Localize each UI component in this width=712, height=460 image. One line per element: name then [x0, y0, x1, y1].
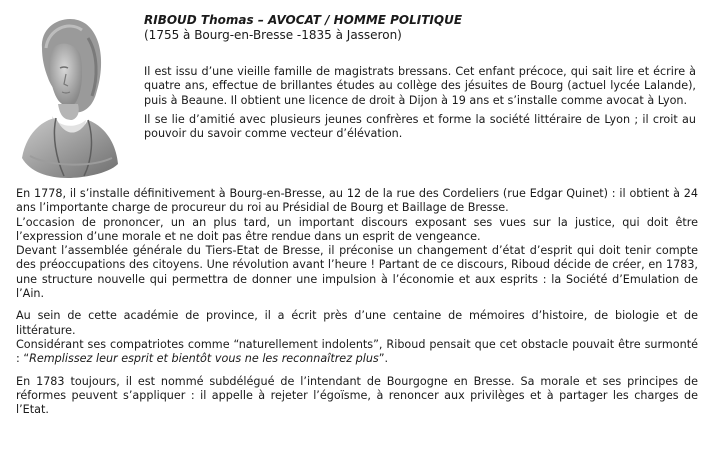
- body-paragraph-5-quote: Remplissez leur esprit et bientôt vous ne les reconnaîtrez plus: [29, 352, 379, 366]
- body-paragraph-5-end: ”.: [378, 352, 389, 366]
- body-paragraph-2: L’occasion de prononcer, un an plus tard, un important discours exposant ses vues sur la justice, qui doit être l’expression d’une morale et ne doit pas être rendue dans un esprit de vengeance.: [16, 215, 698, 243]
- intro-paragraph-1: Il est issu d’une vieille famille de magistrats bressans. Cet enfant précoce, qui sait lire et écrire à quatre ans, effectue de brillantes études au collège des jésuites de Bourg (actuel lycée Lalande), puis à Beaune. Il obtient une licence de droit à Dijon à 19 ans et s’installe comme avocat à Lyon.: [144, 65, 696, 107]
- body-paragraph-5-lead: Considérant ses compatriotes comme “naturellement indolents”, Riboud pensait que cet obstacle pouvait être surmonté : “: [16, 337, 698, 366]
- portrait-bust-icon: [12, 8, 124, 180]
- intro-section: [144, 65, 696, 141]
- page-subtitle: (1755 à Bourg-en-Bresse -1835 à Jasseron): [144, 28, 402, 42]
- body-paragraph-6: En 1783 toujours, il est nommé subdélégué de l’intendant de Bourgogne en Bresse. Sa morale et ses principes de réformes peuvent s’appliquer : il appelle à rejeter l’égoïsme, à renoncer aux privilèges et à partager les charges de l’Etat.: [16, 374, 698, 417]
- page-title: RIBOUD Thomas – AVOCAT / HOMME POLITIQUE: [144, 13, 463, 27]
- body-paragraph-4: Au sein de cette académie de province, il a écrit près d’une centaine de mémoires d’histoire, de biologie et de littérature.: [16, 309, 698, 337]
- body-paragraph-5: [16, 338, 698, 367]
- body-paragraph-1: En 1778, il s’installe définitivement à Bourg-en-Bresse, au 12 de la rue des Cordeliers (rue Edgar Quinet) : il obtient à 24 ans l’importante charge de procureur du roi au Présidial de Bourg et Baillage de Bresse.: [16, 187, 698, 215]
- intro-paragraph-2: Il se lie d’amitié avec plusieurs jeunes confrères et forme la société littéraire de Lyon ; il croit au pouvoir du savoir comme vecteur d’élévation.: [144, 112, 696, 141]
- body-section: [16, 187, 698, 417]
- header: [144, 13, 704, 43]
- body-paragraph-3: Devant l’assemblée générale du Tiers-Etat de Bresse, il préconise un changement d’état d’esprit qui doit tenir compte des préoccupations des citoyens. Une révolution avant l’heure ! Partant de ce discours, Riboud décide de créer, en 1783, une structure nouvelle qui permettra de donner une impulsion à l’économie et aux esprits : la Société d’Emulation de l’Ain.: [16, 244, 698, 301]
